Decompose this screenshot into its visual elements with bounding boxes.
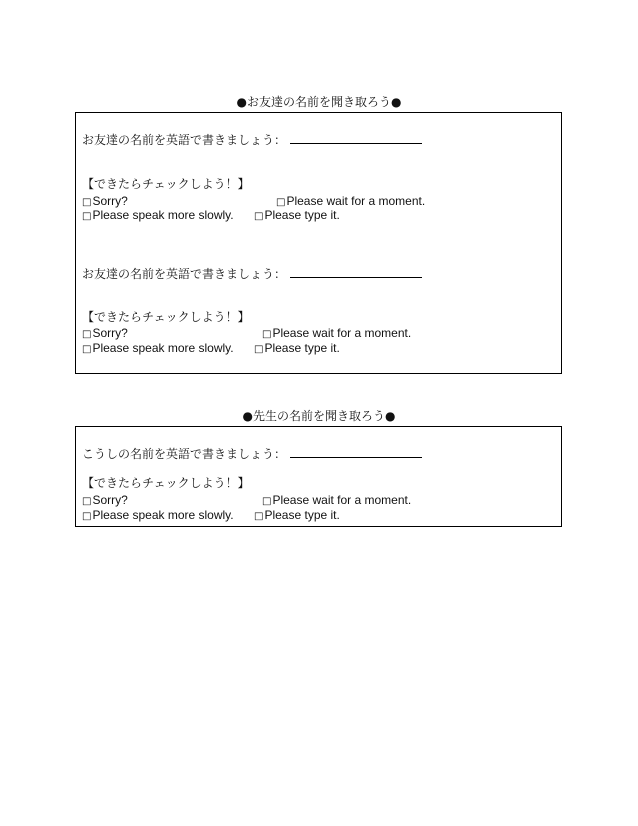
checkbox-icon: □ [262,496,272,507]
name-prompt-label: こうしの名前を英語で書きましょう： [82,447,287,461]
checkbox-please-wait[interactable] [262,493,411,509]
option-label: Please type it. [264,208,340,222]
option-label: Sorry? [92,326,128,340]
name-prompt-label: お友達の名前を英語で書きましょう： [82,267,287,281]
option-label: Please wait for a moment. [272,493,412,507]
check-heading: 【できたらチェックしよう！】 [82,476,250,490]
checkbox-sorry[interactable] [82,493,128,509]
option-label: Please speak more slowly. [92,341,234,355]
option-label: Please wait for a moment. [286,194,426,208]
option-label: Please type it. [264,341,340,355]
name-prompt-row [82,446,422,461]
check-heading: 【できたらチェックしよう！】 [82,177,250,191]
checkbox-type-it[interactable] [254,508,340,524]
checkbox-sorry[interactable] [82,326,128,342]
check-heading: 【できたらチェックしよう！】 [82,310,250,324]
checkbox-icon: □ [82,344,92,355]
checkbox-icon: □ [262,329,272,340]
option-label: Please speak more slowly. [92,208,234,222]
checkbox-icon: □ [82,197,92,208]
checkbox-speak-slowly[interactable] [82,341,234,357]
teacher-name-box [75,426,562,527]
checkbox-icon: □ [254,511,264,522]
name-prompt-label: お友達の名前を英語で書きましょう： [82,133,287,147]
checkbox-please-wait[interactable] [262,326,411,342]
section-title-friend: ●お友達の名前を聞き取ろう● [236,95,402,109]
checkbox-icon: □ [82,511,92,522]
friend-name-box [75,112,562,374]
checkbox-icon: □ [254,211,264,222]
name-answer-blank[interactable] [290,132,422,144]
option-label: Sorry? [92,493,128,507]
section-title-teacher: ●先生の名前を聞き取ろう● [242,409,396,423]
option-label: Please speak more slowly. [92,508,234,522]
checkbox-icon: □ [276,197,286,208]
name-answer-blank[interactable] [290,446,422,458]
checkbox-type-it[interactable] [254,341,340,357]
option-label: Please wait for a moment. [272,326,412,340]
name-answer-blank[interactable] [290,266,422,278]
checkbox-icon: □ [82,211,92,222]
option-label: Please type it. [264,508,340,522]
name-prompt-row [82,266,422,281]
option-label: Sorry? [92,194,128,208]
checkbox-icon: □ [254,344,264,355]
checkbox-icon: □ [82,329,92,340]
name-prompt-row [82,132,422,147]
checkbox-speak-slowly[interactable] [82,208,234,224]
checkbox-speak-slowly[interactable] [82,508,234,524]
checkbox-type-it[interactable] [254,208,340,224]
checkbox-icon: □ [82,496,92,507]
